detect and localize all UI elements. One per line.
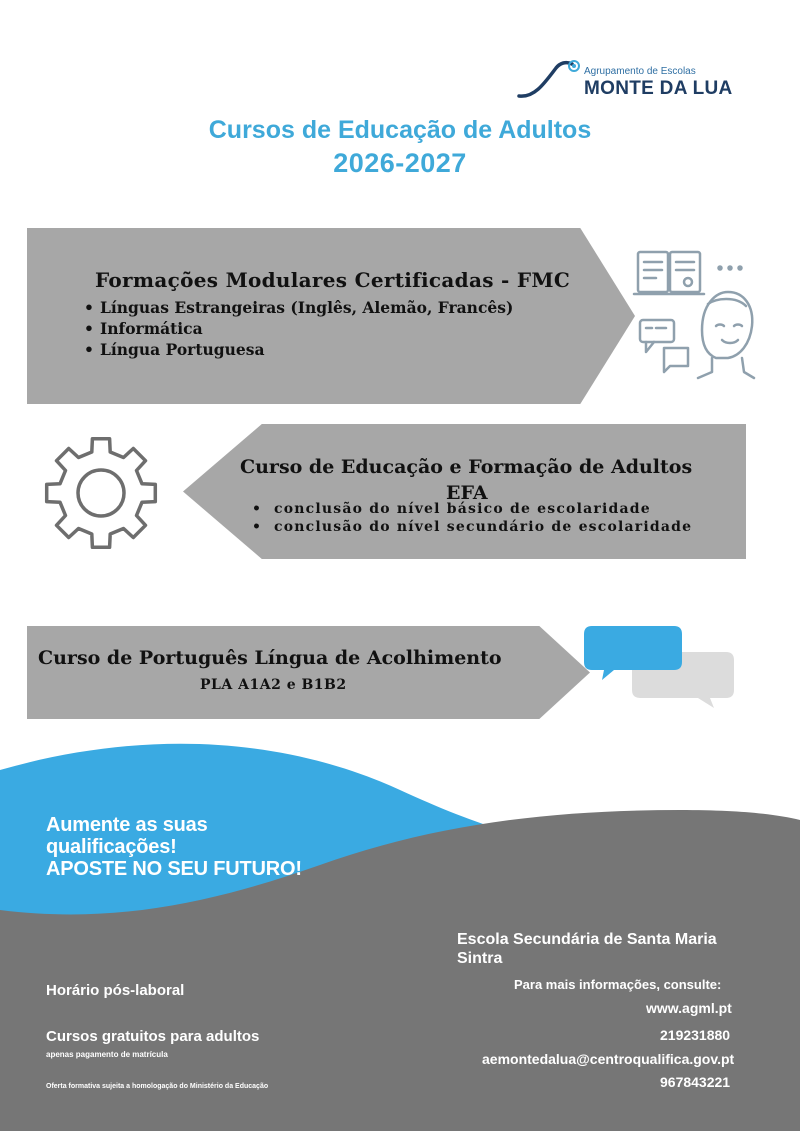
fmc-course-list: [82, 297, 513, 360]
logo-subtitle: Agrupamento de Escolas: [584, 66, 696, 77]
page-title: Cursos de Educação de Adultos: [208, 116, 592, 144]
list-item: • conclusão do nível secundário de escolaridade: [250, 518, 692, 536]
slogan: [46, 814, 302, 880]
list-item: • Língua Portuguesa: [82, 339, 513, 360]
fee-note: apenas pagamento de matrícula: [46, 1050, 168, 1059]
pla-banner: [27, 626, 590, 719]
chat-bubbles-icon: [584, 624, 736, 712]
page-year: 2026-2027: [333, 148, 467, 178]
school-name-line: Escola Secundária de Santa Maria: [457, 931, 717, 948]
slogan-line: Aumente as suas: [46, 814, 208, 836]
mobile-number[interactable]: 967843221: [660, 1074, 731, 1090]
school-name: [457, 930, 717, 968]
phone-number[interactable]: 219231880: [660, 1027, 731, 1043]
website-link[interactable]: www.agml.pt: [646, 1000, 732, 1016]
efa-subtitle: EFA: [446, 482, 488, 504]
efa-title: Curso de Educação e Formação de Adultos: [240, 456, 693, 478]
schedule-note: Horário pós-laboral: [46, 982, 185, 999]
learning-head-icon: [632, 248, 758, 380]
list-item: • Informática: [82, 318, 513, 339]
free-courses-note: Cursos gratuitos para adultos: [46, 1028, 260, 1045]
email-link[interactable]: aemontedalua@centroqualifica.gov.pt: [482, 1051, 735, 1067]
list-item: • Línguas Estrangeiras (Inglês, Alemão, Francês): [82, 297, 513, 318]
school-logo: [516, 54, 733, 104]
pla-subtitle: PLA A1A2 e B1B2: [200, 677, 347, 693]
school-location: Sintra: [457, 950, 503, 967]
efa-course-list: [250, 500, 692, 536]
slogan-line: APOSTE NO SEU FUTURO!: [46, 858, 302, 880]
list-item: • conclusão do nível básico de escolaridade: [250, 500, 692, 518]
disclaimer: Oferta formativa sujeita a homologação do Ministério da Educação: [46, 1083, 269, 1090]
slogan-line: qualificações!: [46, 836, 177, 858]
pla-title: Curso de Português Língua de Acolhimento: [38, 647, 502, 669]
logo-swoosh-icon: [516, 54, 586, 104]
fmc-title: Formações Modulares Certificadas - FMC: [95, 268, 571, 292]
gear-icon: [40, 432, 162, 554]
logo-title: MONTE DA LUA: [584, 78, 733, 99]
info-label: Para mais informações, consulte:: [514, 977, 722, 992]
